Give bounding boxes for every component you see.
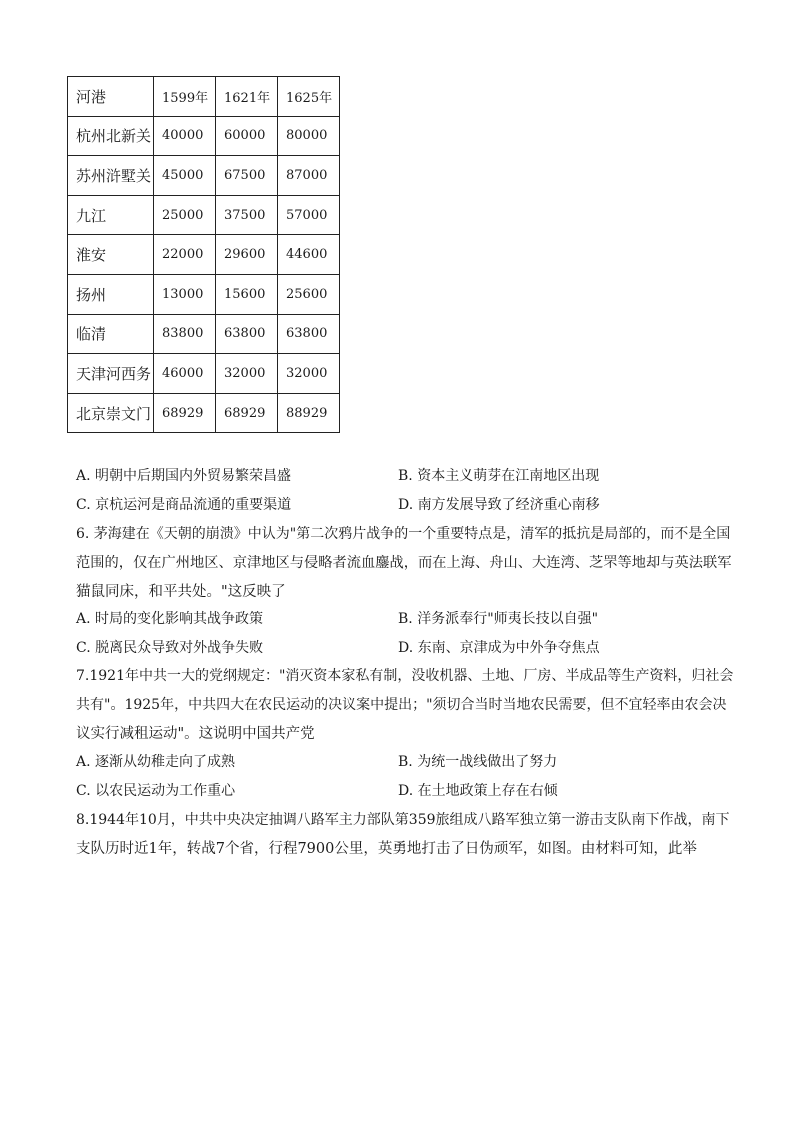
q7-option-d[interactable]: D. 在土地政策上存在右倾 xyxy=(398,783,558,799)
value-cell: 63800 xyxy=(216,314,278,354)
table-row xyxy=(68,393,340,433)
port-name-cell: 天津河西务 xyxy=(68,354,154,394)
q6-option-c[interactable]: C. 脱离民众导致对外战争失败 xyxy=(76,640,264,656)
q6-option-d[interactable]: D. 东南、京津成为中外争夺焦点 xyxy=(398,640,600,656)
value-cell: 87000 xyxy=(278,156,340,196)
port-name-cell: 苏州浒墅关 xyxy=(68,156,154,196)
port-name-cell: 杭州北新关 xyxy=(68,116,154,156)
port-name-cell: 淮安 xyxy=(68,235,154,275)
q5-option-d[interactable]: D. 南方发展导致了经济重心南移 xyxy=(398,497,600,513)
value-cell: 15600 xyxy=(216,274,278,314)
value-cell: 44600 xyxy=(278,235,340,275)
header-cell: 1621年 xyxy=(216,77,278,117)
value-cell: 37500 xyxy=(216,195,278,235)
port-name-cell: 北京崇文门 xyxy=(68,393,154,433)
value-cell: 32000 xyxy=(278,354,340,394)
value-cell: 88929 xyxy=(278,393,340,433)
value-cell: 13000 xyxy=(154,274,216,314)
header-cell: 河港 xyxy=(68,77,154,117)
value-cell: 80000 xyxy=(278,116,340,156)
port-name-cell: 扬州 xyxy=(68,274,154,314)
tax-revenue-table xyxy=(67,76,340,433)
q5-option-a[interactable]: A. 明朝中后期国内外贸易繁荣昌盛 xyxy=(76,468,292,484)
value-cell: 60000 xyxy=(216,116,278,156)
value-cell: 46000 xyxy=(154,354,216,394)
header-cell: 1599年 xyxy=(154,77,216,117)
value-cell: 29600 xyxy=(216,235,278,275)
table-header-row xyxy=(68,77,340,117)
value-cell: 83800 xyxy=(154,314,216,354)
table-row xyxy=(68,116,340,156)
q7-stem-line: 7.1921年中共一大的党纲规定："消灭资本家私有制，没收机器、土地、厂房、半成品等生产资料，归社会 xyxy=(76,668,734,684)
q6-option-b[interactable]: B. 洋务派奉行"师夷长技以自强" xyxy=(398,611,599,627)
header-cell: 1625年 xyxy=(278,77,340,117)
q5-option-b[interactable]: B. 资本主义萌芽在江南地区出现 xyxy=(398,468,600,484)
q5-option-c[interactable]: C. 京杭运河是商品流通的重要渠道 xyxy=(76,497,292,513)
table-row xyxy=(68,195,340,235)
value-cell: 45000 xyxy=(154,156,216,196)
value-cell: 22000 xyxy=(154,235,216,275)
value-cell: 63800 xyxy=(278,314,340,354)
table-row xyxy=(68,235,340,275)
table-row xyxy=(68,156,340,196)
q6-stem-line: 范围的，仅在广州地区、京津地区与侵略者流血鏖战，而在上海、舟山、大连湾、芝罘等地却与英法联军 xyxy=(76,555,732,571)
q8-stem-line: 支队历时近1年，转战7个省，行程7900公里，英勇地打击了日伪顽军，如图。由材料可知，此举 xyxy=(76,841,697,857)
value-cell: 25600 xyxy=(278,274,340,314)
value-cell: 68929 xyxy=(154,393,216,433)
port-name-cell: 九江 xyxy=(68,195,154,235)
value-cell: 68929 xyxy=(216,393,278,433)
q8-stem-line: 8.1944年10月，中共中央决定抽调八路军主力部队第359旅组成八路军独立第一游击支队南下作战，南下 xyxy=(76,812,730,828)
q7-stem-line: 议实行减租运动"。这说明中国共产党 xyxy=(76,726,315,742)
value-cell: 32000 xyxy=(216,354,278,394)
value-cell: 25000 xyxy=(154,195,216,235)
q6-option-a[interactable]: A. 时局的变化影响其战争政策 xyxy=(76,611,264,627)
q7-option-a[interactable]: A. 逐渐从幼稚走向了成熟 xyxy=(76,754,236,770)
value-cell: 67500 xyxy=(216,156,278,196)
q7-option-c[interactable]: C. 以农民运动为工作重心 xyxy=(76,783,236,799)
port-name-cell: 临清 xyxy=(68,314,154,354)
table-row xyxy=(68,274,340,314)
q6-stem-line: 6. 茅海建在《天朝的崩溃》中认为"第二次鸦片战争的一个重要特点是，清军的抵抗是局部的，而不是全国 xyxy=(76,526,731,542)
table-row xyxy=(68,314,340,354)
table-row xyxy=(68,354,340,394)
q7-option-b[interactable]: B. 为统一战线做出了努力 xyxy=(398,754,558,770)
q7-stem-line: 共有"。1925年，中共四大在农民运动的决议案中提出；"须切合当时当地农民需要，但不宜轻率由农会决 xyxy=(76,697,727,713)
q6-stem-line: 猫鼠同床，和平共处。"这反映了 xyxy=(76,584,286,600)
value-cell: 40000 xyxy=(154,116,216,156)
value-cell: 57000 xyxy=(278,195,340,235)
